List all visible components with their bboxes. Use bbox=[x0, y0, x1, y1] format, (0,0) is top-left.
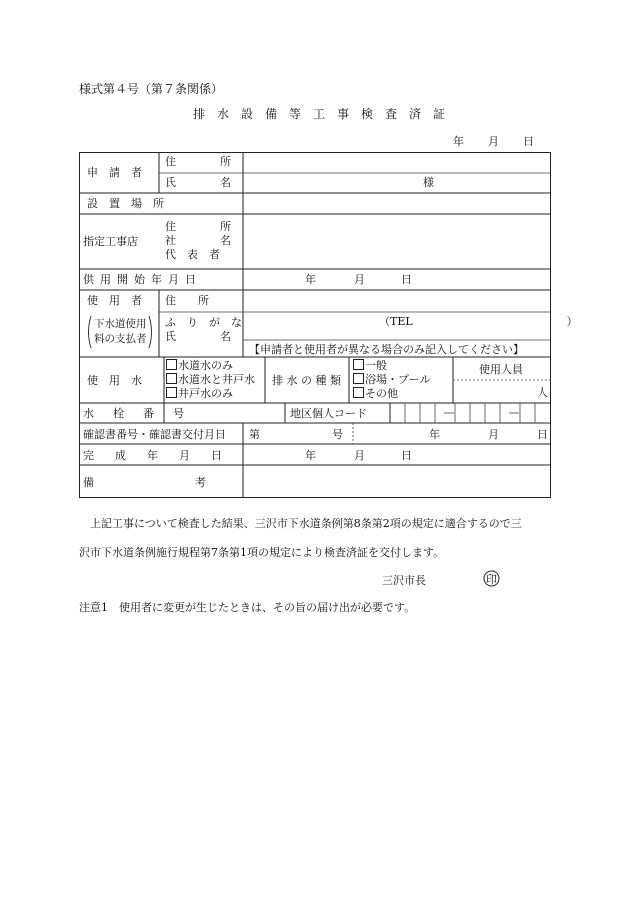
water-use-options bbox=[166, 359, 255, 401]
inspection-form-table bbox=[79, 152, 578, 498]
confirmation-month: 月 bbox=[488, 428, 499, 441]
service-start-label: 供用開始年月日 bbox=[83, 273, 202, 286]
applicant-label: 申 請 者 bbox=[87, 166, 142, 179]
contractor-label: 指定工事店 bbox=[83, 235, 138, 248]
confirmation-year: 年 bbox=[429, 428, 440, 441]
confirmation-day: 日 bbox=[537, 428, 548, 441]
note-text: 注意1 使用者に変更が生じたときは、その旨の届け出が必要です。 bbox=[79, 601, 416, 614]
checkbox[interactable] bbox=[353, 359, 364, 370]
body-text-line1: 上記工事について検査した結果、三沢市下水道条例第8条第2項の規定に適合するので三 bbox=[90, 517, 522, 530]
remarks-label: 備 考 bbox=[83, 476, 211, 489]
applicant-name-field[interactable] bbox=[245, 175, 415, 192]
user-address-label: 住 所 bbox=[165, 294, 209, 307]
install-site-field[interactable] bbox=[245, 195, 549, 213]
contractor-company-label: 社 名 bbox=[165, 234, 231, 247]
user-note: 【申請者と使用者が異なる場合のみ記入してください】 bbox=[249, 343, 524, 356]
water-option-tap-and-well[interactable]: 水道水と井戸水 bbox=[166, 373, 255, 387]
body-text-line2: 沢市下水道条例施行規程第7条第1項の規定により検査済証を交付します。 bbox=[79, 546, 445, 559]
drain-option-bath-pool[interactable]: 浴場・プール bbox=[353, 373, 430, 387]
checkbox[interactable] bbox=[166, 359, 177, 370]
applicant-name-label: 氏 名 bbox=[165, 176, 231, 189]
user-name-labels bbox=[165, 316, 242, 344]
hydrant-label: 水 栓 番 号 bbox=[83, 407, 188, 420]
water-option-well-only[interactable]: 井戸水のみ bbox=[166, 387, 255, 401]
drain-type-options bbox=[353, 359, 430, 401]
user-name-label: 氏 名 bbox=[165, 330, 231, 343]
issue-date-year: 年 bbox=[453, 135, 464, 148]
service-start-year: 年 bbox=[305, 273, 316, 286]
users-count-field[interactable] bbox=[455, 382, 533, 401]
checkbox[interactable] bbox=[166, 387, 177, 398]
users-count-label: 使用人員 bbox=[479, 363, 523, 376]
drain-type-label: 排 水 の 種 類 bbox=[272, 374, 341, 387]
confirmation-number-prefix: 第 bbox=[249, 428, 260, 441]
completion-year: 年 bbox=[305, 449, 316, 462]
completion-label: 完 成 年 月 日 bbox=[83, 449, 227, 462]
hydrant-number-field[interactable] bbox=[166, 405, 283, 421]
page-title: 排 水 設 備 等 工 事 検 査 済 証 bbox=[193, 107, 446, 121]
users-count-unit: 人 bbox=[537, 386, 548, 399]
user-label: 使 用 者 bbox=[87, 294, 142, 307]
service-start-month: 月 bbox=[354, 273, 365, 286]
user-address-field[interactable] bbox=[245, 292, 549, 310]
district-code-label: 地区個人コード bbox=[290, 407, 367, 420]
confirmation-label: 確認書番号・確認書交付月日 bbox=[83, 428, 226, 441]
seal-stamp bbox=[480, 567, 503, 590]
contractor-field[interactable] bbox=[245, 216, 549, 268]
completion-month: 月 bbox=[354, 449, 365, 462]
user-payer-note bbox=[85, 315, 155, 349]
contractor-fields-labels bbox=[165, 220, 231, 262]
issuer-name: 三沢市長 bbox=[382, 574, 426, 587]
contractor-address-label: 住 所 bbox=[165, 220, 231, 233]
checkbox[interactable] bbox=[353, 373, 364, 384]
applicant-honorific: 様 bbox=[423, 176, 434, 189]
user-name-field[interactable] bbox=[245, 314, 549, 339]
form-number: 様式第４号（第７条関係） bbox=[79, 82, 224, 96]
user-tel: （TEL ） bbox=[379, 315, 578, 328]
remarks-field[interactable] bbox=[245, 467, 549, 496]
user-furigana-label: ふ り が な bbox=[165, 316, 242, 329]
contractor-representative-label: 代 表 者 bbox=[165, 248, 220, 261]
seal-mark: 印 bbox=[486, 573, 497, 586]
applicant-address-field[interactable] bbox=[245, 154, 549, 172]
user-payer-label: 下水道使用料の支払者 bbox=[94, 318, 147, 345]
drain-option-other[interactable]: その他 bbox=[353, 387, 430, 401]
water-option-tap-only[interactable]: 水道水のみ bbox=[166, 359, 255, 373]
install-site-label: 設 置 場 所 bbox=[87, 197, 164, 210]
checkbox[interactable] bbox=[353, 387, 364, 398]
service-start-day: 日 bbox=[401, 273, 412, 286]
issue-date-month: 月 bbox=[488, 135, 499, 148]
confirmation-number-suffix: 号 bbox=[332, 428, 343, 441]
applicant-address-label: 住 所 bbox=[165, 155, 231, 168]
issue-date-day: 日 bbox=[523, 135, 534, 148]
water-use-label: 使 用 水 bbox=[87, 374, 142, 387]
drain-option-general[interactable]: 一般 bbox=[353, 359, 430, 373]
checkbox[interactable] bbox=[166, 373, 177, 384]
completion-day: 日 bbox=[401, 449, 412, 462]
